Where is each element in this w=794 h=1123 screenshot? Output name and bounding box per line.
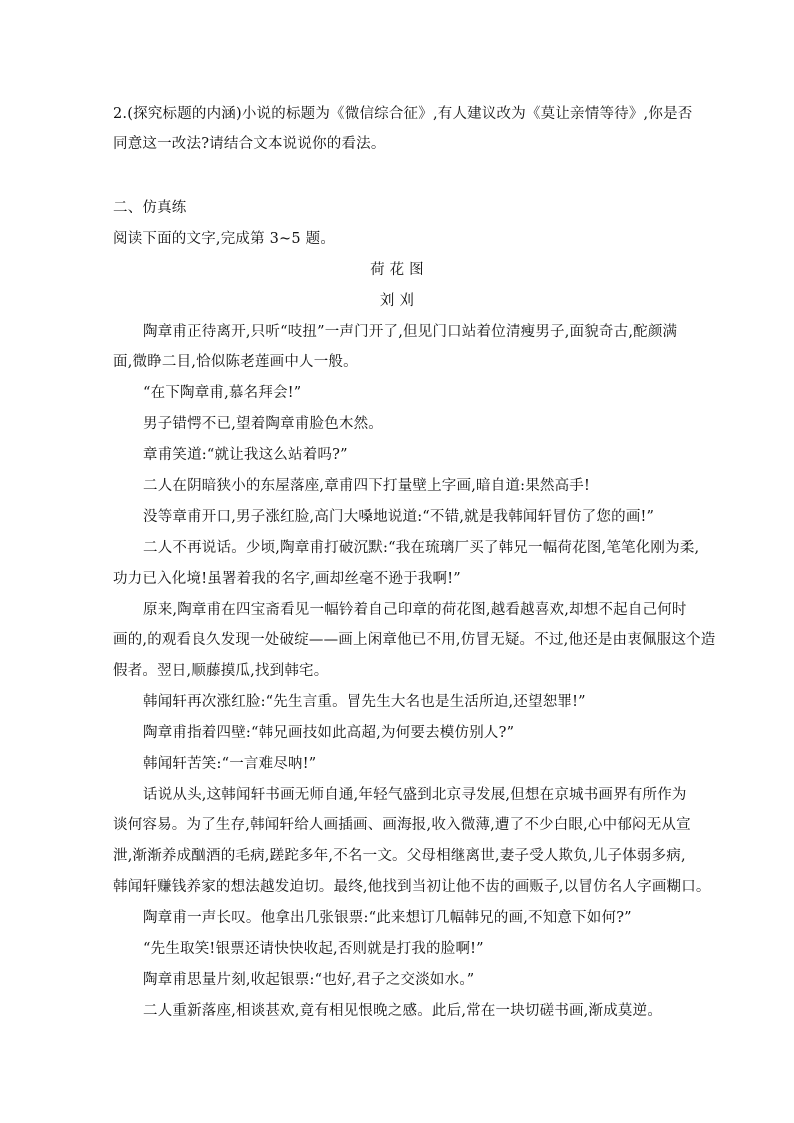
story-line: 假者。翌日,顺藤摸瓜,找到韩宅。	[113, 663, 329, 679]
story-line: 画的,的观看良久发现一处破绽——画上闲章他已不用,仿冒无疑。不过,他还是由衷佩服这个造	[113, 632, 716, 648]
story-line: 面,微睁二目,恰似陈老莲画中人一般。	[113, 354, 358, 370]
story-line: 韩闻轩再次涨红脸:“先生言重。冒先生大名也是生活所迫,还望恕罪!”	[143, 694, 586, 710]
question-line-2: 同意这一改法?请结合文本说说你的看法。	[113, 136, 386, 152]
story-line: 陶章甫指着四壁:“韩兄画技如此高超,为何要去模仿别人?”	[143, 725, 515, 741]
story-line: 陶章甫思量片刻,收起银票:“也好,君子之交淡如水。”	[143, 972, 475, 988]
story-line: “在下陶章甫,慕名拜会!”	[143, 385, 302, 401]
story-line: 章甫笑道:“就让我这么站着吗?”	[143, 447, 348, 463]
section-heading: 二、仿真练	[113, 200, 187, 216]
story-line: 二人不再说话。少顷,陶章甫打破沉默:“我在琉璃厂买了韩兄一幅荷花图,笔笔化刚为柔,	[143, 540, 700, 556]
story-line: 二人在阴暗狭小的东屋落座,章甫四下打量壁上字画,暗自道:果然高手!	[143, 478, 591, 494]
story-author: 刘 刈	[379, 293, 415, 309]
story-line: “先生取笑!银票还请快快收起,否则就是打我的脸啊!”	[143, 941, 484, 957]
story-title: 荷 花 图	[370, 262, 424, 278]
story-line: 陶章甫正待离开,只听“吱扭”一声门开了,但见门口站着位清瘦男子,面貌奇古,酡颜满	[143, 324, 678, 340]
story-line: 韩闻轩苦笑:“一言难尽呐!”	[143, 756, 317, 772]
story-line: 功力已入化境!虽署着我的名字,画却丝毫不逊于我啊!”	[113, 571, 461, 587]
story-line: 泄,渐渐养成酗酒的毛病,蹉跎多年,不名一文。父母相继离世,妻子受人欺负,儿子体弱多病,	[113, 848, 686, 864]
story-line: 原来,陶章甫在四宝斋看见一幅钤着自己印章的荷花图,越看越喜欢,却想不起自己何时	[143, 602, 687, 618]
story-line: 话说从头,这韩闻轩书画无师自通,年轻气盛到北京寻发展,但想在京城书画界有所作为	[143, 787, 687, 803]
story-line: 韩闻轩赚钱养家的想法越发迫切。最终,他找到当初让他不齿的画贩子,以冒仿名人字画糊口。	[113, 879, 711, 895]
story-line: 没等章甫开口,男子涨红脸,高门大嗓地说道:“不错,就是我韩闻轩冒仿了您的画!”	[143, 509, 655, 525]
question-line-1: 2.(探究标题的内涵)小说的标题为《微信综合征》,有人建议改为《莫让亲情等待》,你是否	[113, 106, 693, 122]
story-line: 陶章甫一声长叹。他拿出几张银票:“此来想订几幅韩兄的画,不知意下如何?”	[143, 910, 632, 926]
section-instruction: 阅读下面的文字,完成第 3~5 题。	[113, 231, 336, 247]
story-line: 男子错愕不已,望着陶章甫脸色木然。	[143, 416, 384, 432]
story-line: 谈何容易。为了生存,韩闻轩给人画插画、画海报,收入微薄,遭了不少白眼,心中郁闷无从宣	[113, 817, 691, 833]
story-line: 二人重新落座,相谈甚欢,竟有相见恨晚之感。此后,常在一块切磋书画,渐成莫逆。	[143, 1003, 663, 1019]
